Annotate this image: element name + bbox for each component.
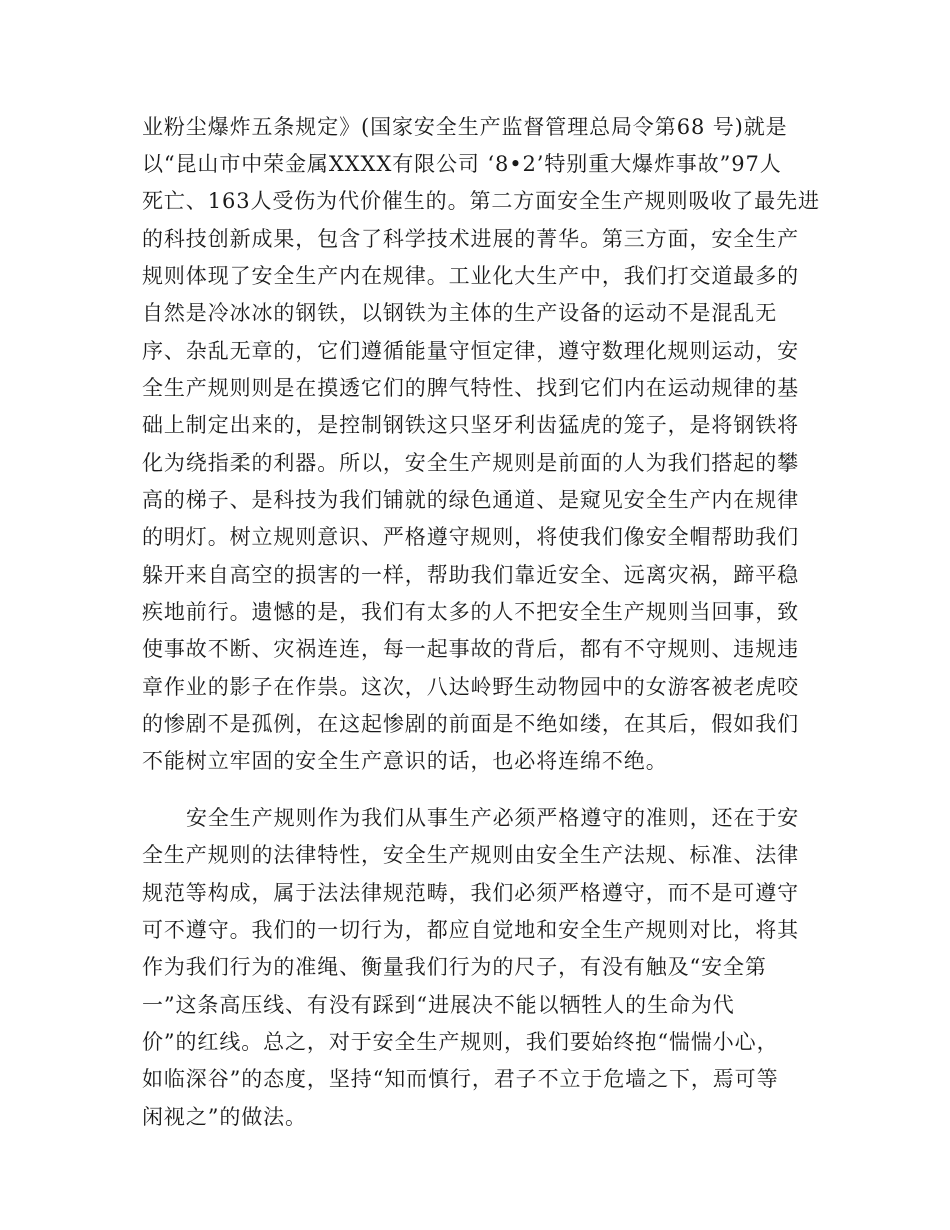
paragraph-2-line-8: 如临深谷”的态度，坚持“知而慎行，君子不立于危墙之下，焉可等 [142,1067,779,1091]
paragraph-1-line-18: 不能树立牢固的安全生产意识的话，也必将连绵不绝。 [142,749,668,773]
paragraph-1-line-3: 死亡、163人受伤为代价催生的。第二方面安全生产规则吸收了最先进 [142,189,820,213]
paragraph-1-line-15: 使事故不断、灾祸连连，每一起事故的背后，都有不守规则、违规违 [142,637,799,661]
paragraph-2-line-4: 可不遵守。我们的一切行为，都应自觉地和安全生产规则对比，将其 [142,918,799,942]
paragraph-2-line-2: 全生产规则的法律特性，安全生产规则由安全生产法规、标准、法律 [142,843,799,867]
paragraph-1-line-17: 的惨剧不是孤例，在这起惨剧的前面是不绝如缕，在其后，假如我们 [142,712,799,736]
paragraph-1-line-13: 躲开来自高空的损害的一样，帮助我们靠近安全、远离灾祸，蹄平稳 [142,563,799,587]
paragraph-1-line-2: 以“昆山市中荣金属XXXX有限公司 ‘8•2’特别重大爆炸事故”97人 [142,152,782,176]
paragraph-1-line-7: 序、杂乱无章的，它们遵循能量守恒定律，遵守数理化规则运动，安 [142,339,799,363]
paragraph-1-line-5: 规则体现了安全生产内在规律。工业化大生产中，我们打交道最多的 [142,264,799,288]
paragraph-1-line-10: 化为绕指柔的利器。所以，安全生产规则是前面的人为我们搭起的攀 [142,451,799,475]
paragraph-1-line-9: 础上制定出来的，是控制钢铁这只坚牙利齿猛虎的笼子，是将钢铁将 [142,413,799,437]
paragraph-2-line-6: 一”这条高压线、有没有踩到“进展决不能以牺牲人的生命为代 [142,993,735,1017]
paragraph-1-line-8: 全生产规则则是在摸透它们的脾气特性、找到它们内在运动规律的基 [142,376,799,400]
paragraph-2-line-3: 规范等构成，属于法法律规范畴，我们必须严格遵守，而不是可遵守 [142,881,799,905]
paragraph-1-line-4: 的科技创新成果，包含了科学技术进展的菁华。第三方面，安全生产 [142,227,799,251]
paragraph-2-line-7: 价”的红线。总之，对于安全生产规则，我们要始终抱“惴惴小心， [142,1030,779,1054]
paragraph-1-line-11: 高的梯子、是科技为我们铺就的绿色通道、是窥见安全生产内在规律 [142,488,799,512]
paragraph-1-line-16: 章作业的影子在作祟。这次，八达岭野生动物园中的女游客被老虎咬 [142,675,799,699]
paragraph-2-line-5: 作为我们行为的准绳、衡量我们行为的尺子，有没有触及“安全第 [142,955,767,979]
paragraph-2-line-9: 闲视之”的做法。 [142,1105,307,1129]
paragraph-1-line-14: 疾地前行。遗憾的是，我们有太多的人不把安全生产规则当回事，致 [142,600,799,624]
paragraph-2-line-1: 安全生产规则作为我们从事生产必须严格遵守的准则，还在于安 [186,806,800,830]
paragraph-1-line-12: 的明灯。树立规则意识、严格遵守规则，将使我们像安全帽帮助我们 [142,525,799,549]
paragraph-1-line-1: 业粉尘爆炸五条规定》(国家安全生产监督管理总局令第68 号)就是 [142,115,788,139]
paragraph-1-line-6: 自然是冷冰冰的钢铁，以钢铁为主体的生产设备的运动不是混乱无 [142,301,778,325]
